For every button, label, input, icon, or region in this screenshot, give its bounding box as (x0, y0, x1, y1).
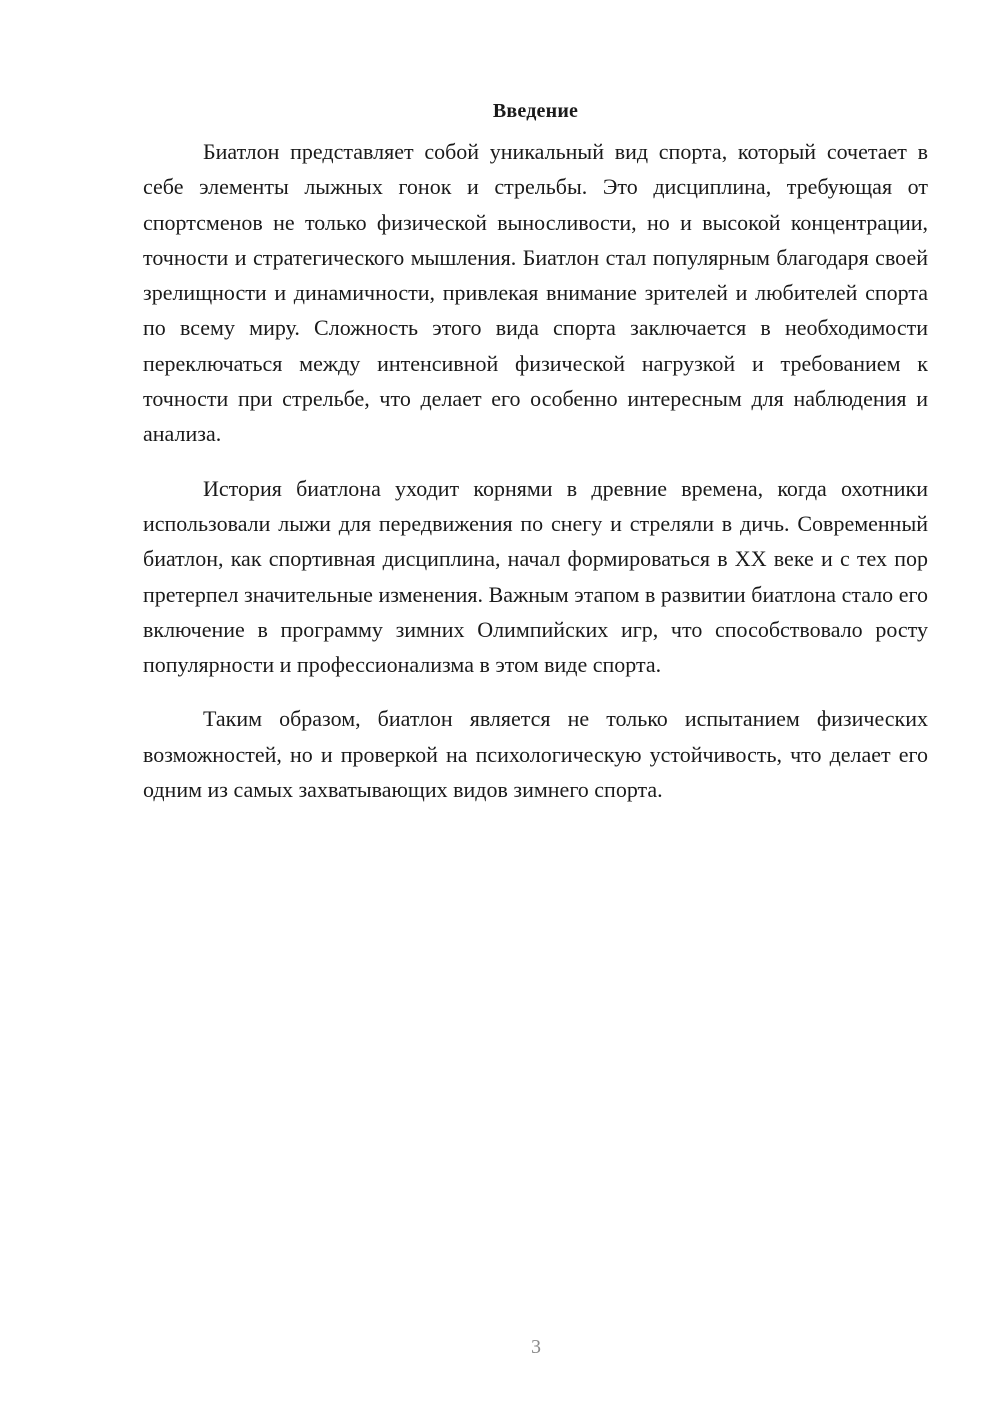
paragraph-2: История биатлона уходит корнями в древние времена, когда охотники использовали лыжи для передвижения по снегу и стреляли в дичь. Современный биатлон, как спортивная дисциплина, начал формироваться в XX веке и с тех пор претерпел значительные изменения. Важным этапом в развитии биатлона стало его включение в программу зимних Олимпийских игр, что способствовало росту популярности и профессионализма в этом виде спорта. (143, 475, 928, 678)
paragraph-3: Таким образом, биатлон является не только испытанием физических возможностей, но и проверкой на психологическую устойчивость, что делает его одним из самых захватывающих видов зимнего спорта. (143, 706, 928, 803)
document-body (143, 96, 928, 826)
paragraph-1: Биатлон представляет собой уникальный вид спорта, который сочетает в себе элементы лыжных гонок и стрельбы. Это дисциплина, требующая от спортсменов не только физической выносливости, но и высокой концентрации, точности и стратегического мышления. Биатлон стал популярным благодаря своей зрелищности и динамичности, привлекая внимание зрителей и любителей спорта по всему миру. Сложность этого вида спорта заключается в необходимости переключаться между интенсивной физической нагрузкой и требованием к точности при стрельбе, что делает его особенно интересным для наблюдения и анализа. (143, 139, 928, 447)
section-title: Введение (492, 100, 579, 122)
page-number: 3 (531, 1336, 541, 1358)
